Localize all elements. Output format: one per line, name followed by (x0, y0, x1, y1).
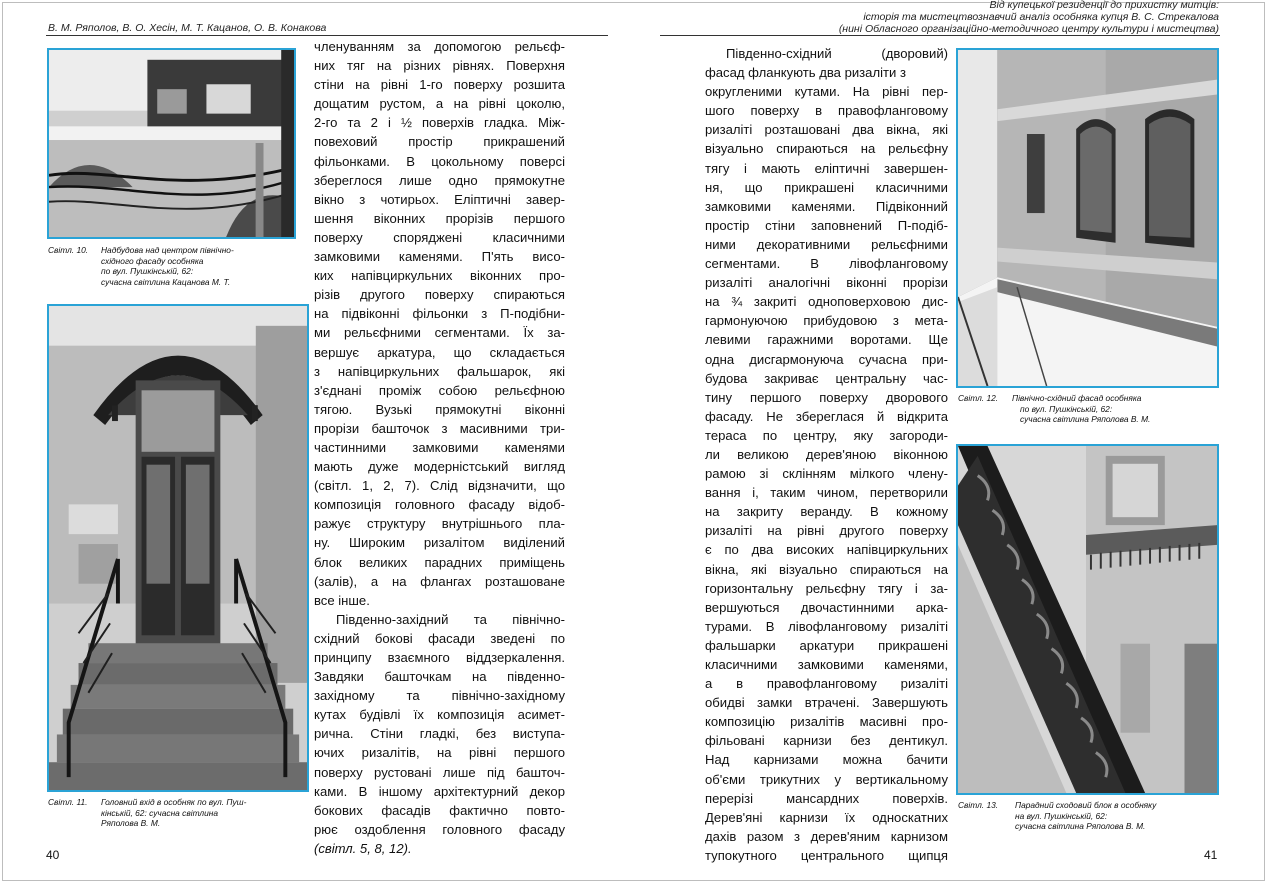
text-line: композицію ризалітів масивні про- (705, 714, 948, 730)
text-line: ками. В іншому архітектурний декор (314, 783, 565, 799)
running-head-line: Від купецької резиденції до прихистку митців: (989, 0, 1219, 11)
text-line: на закриту веранду. В кожному (705, 504, 948, 520)
text-line: дощатим рустом, а на рівні цоколю, (314, 96, 565, 112)
text-line: вікно з чотирьох. Еліптичні завер- (314, 191, 565, 207)
caption-line: кінській, 62: сучасна світлина (101, 807, 219, 818)
text-line: перерізі мансардних поверхів. (705, 790, 948, 806)
text-line: Південно-східний (дворовий) (726, 46, 948, 61)
text-line: обидві замки втрачені. Завершують (705, 695, 948, 711)
text-line: блок великих парадних приміщень (314, 554, 565, 570)
left-header-rule (46, 35, 608, 36)
text-line: ли великою дерев'яною віконною (705, 446, 948, 462)
text-line: вершуються двочастинними арка- (705, 599, 948, 615)
text-line: сегментами. В лівофланговому (705, 256, 948, 272)
text-line: 2-го та 2 і ½ поверхів гладка. Між- (314, 115, 565, 131)
text-line: турами. В лівофланговому ризаліті (705, 618, 948, 634)
left-running-head: В. М. Ряполов, В. О. Хесін, М. Т. Кацанов, О. В. Конакова (48, 22, 327, 34)
caption-figure-13 (958, 800, 1220, 834)
text-line: фасад фланкують два ризаліти з (705, 65, 906, 81)
caption-figure-10 (48, 245, 298, 291)
caption-label: Світл. 13. (958, 800, 999, 810)
text-line: є по два високих напівциркульних (705, 542, 948, 558)
photo-main-staircase (956, 444, 1219, 795)
text-line: замковими каменями. П'ять висо- (314, 249, 565, 265)
running-head-line: (нині Обласного організаційно-методичного центру культури і мистецтва) (838, 23, 1219, 35)
photo-main-entrance (47, 304, 309, 792)
text-line: поверху споряджені класичними (314, 229, 565, 245)
text-line: Південно-західний та північно- (336, 611, 565, 627)
text-line: вікна, які візуально спираються на (705, 561, 948, 577)
text-line: тупокутного центрального щипця (705, 847, 948, 863)
text-line: левими гаражними воротами. Ще (705, 332, 948, 348)
text-line: ючих ризалітів, на рівні першого (314, 745, 565, 761)
text-line: стіни на рівні 1-го поверху розшита (314, 77, 565, 93)
text-line: мають дуже модерністський вигляд (314, 459, 565, 475)
text-line: з напівциркульних фальшарок, які (314, 363, 565, 379)
text-line: одна дисгармонуюча сучасна при- (705, 351, 948, 367)
text-line: повеховий простір прикрашений (314, 134, 565, 150)
text-line: вершує аркатура, що складається (314, 344, 565, 360)
right-header-rule (660, 35, 1220, 36)
text-line: західному та північно-західному (314, 688, 565, 704)
text-line: ражує структуру внутрішнього пла- (314, 516, 565, 532)
text-line: шого поверху в правофланговому (705, 103, 948, 119)
caption-label: Світл. 11. (48, 797, 88, 807)
text-line: ризаліті розташовані два вікна, які (705, 122, 948, 138)
text-line: (світл. 5, 8, 12). (314, 840, 412, 856)
facade-top-image (49, 50, 294, 237)
caption-label: Світл. 12. (958, 393, 999, 403)
text-line: Дерев'яні карнизи їх односкатних (705, 809, 948, 825)
text-line: фасаду. Не збереглася й відкрита (705, 408, 948, 424)
caption-line: сучасна світлина Ряполова В. М. (1020, 414, 1151, 425)
caption-line: Ряполова В. М. (101, 818, 161, 829)
text-line: різів другого поверху спираються (314, 287, 565, 303)
main-staircase-image (958, 446, 1217, 793)
text-line: ня, що прикрашені класичними (705, 179, 948, 195)
caption-line: Головний вхід в особняк по вул. Пуш- (101, 797, 247, 807)
text-line: на підвіконні фільонки з П-подібни- (314, 306, 565, 322)
right-running-head (699, 0, 1219, 35)
text-line: все інше. (314, 592, 370, 608)
text-line: а в правофланговому ризаліті (705, 676, 948, 692)
text-line: класичними замковими каменями, (705, 657, 948, 672)
caption-line: сучасна світлина Ряполова В. М. (1015, 821, 1146, 832)
right-page-number: 41 (1204, 848, 1218, 862)
text-line: з'єднані проміж собою рельєфною (314, 382, 565, 398)
text-line: членуванням за допомогою рельєф- (314, 39, 565, 54)
text-line: (залів), а на флангах розташоване (314, 573, 565, 589)
right-body-text (705, 44, 948, 865)
text-line: ризаліті аналогічні віконні прорізи (705, 275, 948, 291)
text-line: ких напівциркульних віконних про- (314, 268, 565, 284)
text-line: гармонуючою прибудовою з мета- (705, 313, 948, 329)
text-line: фальшарки аркатури прикрашені (705, 637, 948, 653)
text-line: прорізи башточок з масивними три- (314, 420, 565, 436)
text-line: Над карнизами можна бачити (705, 752, 948, 768)
text-line: рює оздоблення головного фасаду (314, 821, 565, 837)
text-line: тягу і мають еліптичні завершен- (705, 160, 948, 176)
text-line: ми рельєфними сегментами. Їх за- (314, 325, 565, 341)
running-head-line: історія та мистецтвознавчий аналіз особняка купця В. С. Стрекалова (863, 11, 1219, 23)
caption-line: на вул. Пушкінській, 62: (1015, 810, 1108, 821)
caption-line: Парадний сходовий блок в особняку (1015, 800, 1157, 810)
caption-line: східного фасаду особняка (101, 255, 204, 266)
text-line: фільонками. В цокольному поверсі (314, 153, 565, 169)
text-line: тягою. Вузькі прямокутні віконні (314, 401, 565, 417)
text-line: рамою зі склінням мілкого члену- (705, 466, 948, 482)
text-line: ризаліті на рівні другого поверху (705, 523, 948, 539)
caption-line: Північно-східний фасад особняка (1012, 393, 1142, 403)
text-line: об'єми трикутних у вертикальному (705, 771, 948, 787)
text-line: фільовані карнизи без дентикул. (705, 733, 948, 749)
text-line: на ¾ закриті одноповерховою дис- (705, 294, 948, 310)
text-line: (світл. 1, 2, 7). Слід відзначити, що (314, 478, 565, 494)
text-line: замковими каменями. Підвіконний (705, 198, 948, 214)
text-line: кутах будівлі їх композиція асимет- (314, 707, 565, 723)
text-line: частинними замковими каменями (314, 439, 565, 455)
text-line: принципу взаємного віддзеркалення. (314, 650, 565, 665)
northeast-facade-image (958, 50, 1217, 386)
text-line: простір стіни заповнений П-подіб- (705, 217, 948, 233)
caption-line: сучасна світлина Кацанова М. Т. (101, 276, 231, 287)
text-line: горизонтальну рельєфну тягу і за- (705, 580, 948, 596)
text-line: ними декоративними рельєфними (705, 236, 948, 252)
text-line: будова закриває центральну час- (705, 370, 948, 386)
caption-line: по вул. Пушкінській, 62: (101, 266, 194, 277)
caption-figure-12 (958, 393, 1220, 427)
text-line: округленими кутами. На рівні пер- (705, 84, 948, 100)
text-line: бокових фасадів фактично повто- (314, 802, 565, 818)
text-line: композиція головного фасаду відоб- (314, 497, 565, 513)
text-line: шення віконних прорізів першого (314, 210, 565, 226)
caption-line: Надбудова над центром північно- (101, 245, 234, 255)
text-line: східний бокові фасади зведені по (314, 630, 565, 646)
caption-label: Світл. 10. (48, 245, 89, 255)
text-line: ну. Широким ризалітом виділений (314, 535, 565, 551)
text-line: них тяг на різних рівнях. Поверхня (314, 58, 565, 74)
text-line: візуально спираються на рельєфну (705, 141, 948, 157)
text-line: дахів разом з дерев'яним карнизом (705, 828, 948, 844)
left-body-text (314, 37, 565, 858)
text-line: тераса по центру, яку загороди- (705, 427, 948, 443)
text-line: Завдяки башточкам на південно- (314, 669, 565, 685)
text-line: рична. Стіни гладкі, без виступа- (314, 726, 565, 742)
main-entrance-image (49, 306, 307, 790)
text-line: тину першого поверху дворового (705, 389, 948, 405)
text-line: поверху рустовані лише під башточ- (314, 764, 565, 780)
text-line: збереглося лише одно прямокутне (314, 172, 565, 188)
photo-northeast-facade (956, 48, 1219, 388)
left-page-number: 40 (46, 848, 60, 862)
caption-line: по вул. Пушкінській, 62: (1020, 403, 1113, 414)
caption-figure-11 (48, 797, 308, 833)
photo-facade-top (47, 48, 296, 239)
text-line: вання і, таким чином, перетворили (705, 485, 948, 501)
